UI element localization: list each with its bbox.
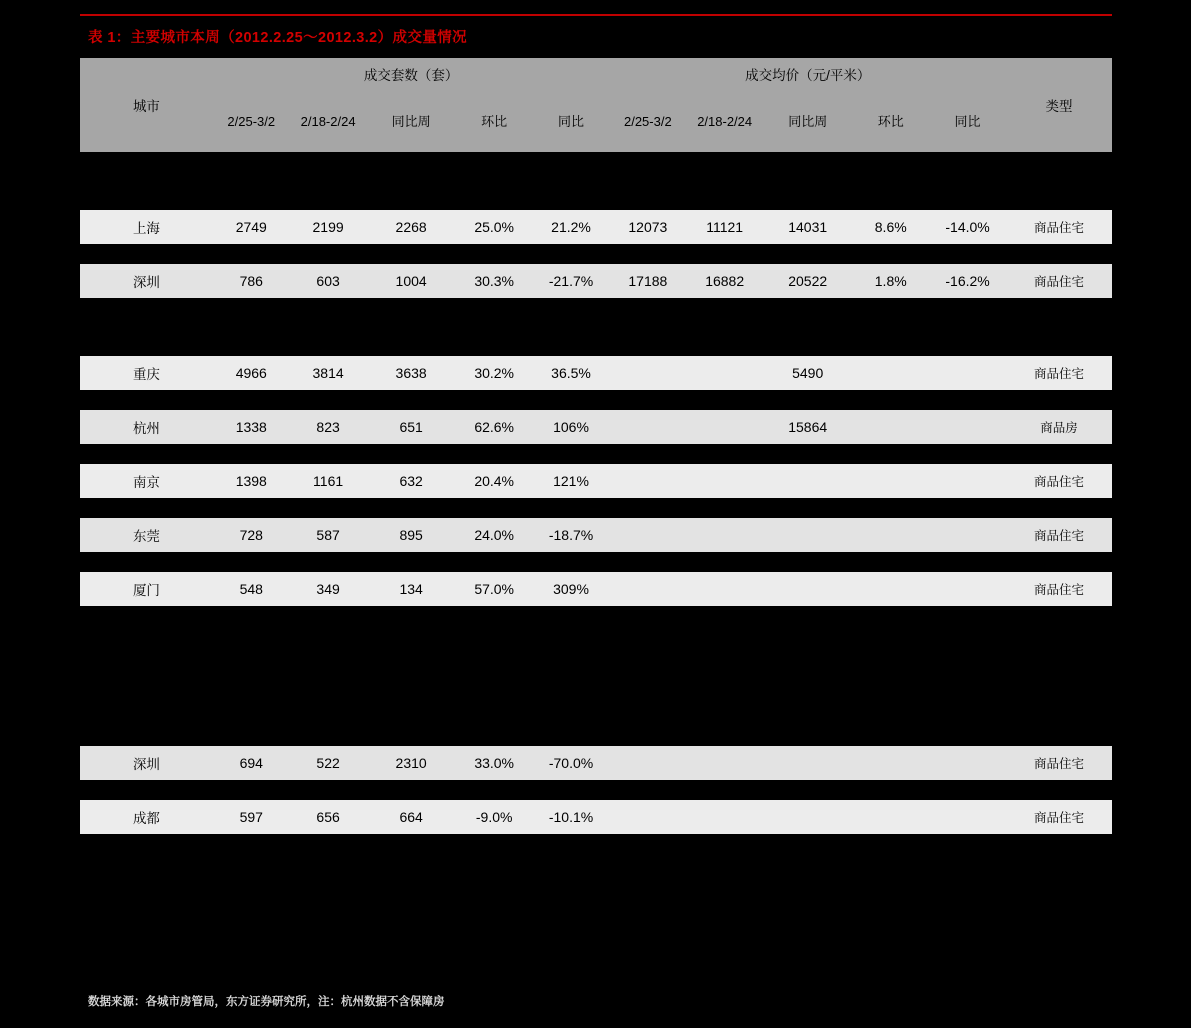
cell-type: 商品住宅 bbox=[1006, 572, 1112, 606]
table-row bbox=[80, 464, 1112, 498]
cell-city: 深圳 bbox=[80, 746, 213, 780]
cell-price-mom bbox=[852, 572, 929, 606]
cell-price-yoy bbox=[929, 356, 1006, 390]
cell-volume-current: 694 bbox=[213, 746, 290, 780]
cell-price-mom bbox=[852, 746, 929, 780]
cell-volume-yoy-week: 3638 bbox=[367, 356, 456, 390]
cell-volume-yoy-week: 2310 bbox=[367, 746, 456, 780]
header-col-price-prev: 2/18-2/24 bbox=[686, 90, 763, 152]
cell-volume-current: 728 bbox=[213, 518, 290, 552]
cell-price-prev: 16882 bbox=[686, 264, 763, 298]
header-col-price-yoy: 同比 bbox=[929, 90, 1006, 152]
header-type: 类型 bbox=[1006, 58, 1112, 152]
cell-volume-yoy: 121% bbox=[533, 464, 610, 498]
cell-price-yoy bbox=[929, 464, 1006, 498]
cell-price-yoy-week bbox=[763, 800, 852, 834]
cell-volume-yoy-week: 651 bbox=[367, 410, 456, 444]
cell-price-current bbox=[609, 356, 686, 390]
cell-price-yoy-week: 14031 bbox=[763, 210, 852, 244]
cell-price-yoy-week: 5490 bbox=[763, 356, 852, 390]
cell-price-current bbox=[609, 746, 686, 780]
cell-volume-mom: 24.0% bbox=[456, 518, 533, 552]
cell-volume-prev: 2199 bbox=[290, 210, 367, 244]
spacer-row bbox=[80, 498, 1112, 518]
cell-type: 商品住宅 bbox=[1006, 800, 1112, 834]
cell-type: 商品住宅 bbox=[1006, 210, 1112, 244]
spacer-row bbox=[80, 298, 1112, 356]
cell-price-prev bbox=[686, 464, 763, 498]
cell-volume-prev: 522 bbox=[290, 746, 367, 780]
cell-volume-mom: 25.0% bbox=[456, 210, 533, 244]
source-footnote: 数据来源：各城市房管局，东方证券研究所，注：杭州数据不含保障房 bbox=[88, 996, 445, 1008]
cell-volume-prev: 656 bbox=[290, 800, 367, 834]
cell-city: 东莞 bbox=[80, 518, 213, 552]
cell-price-yoy-week bbox=[763, 464, 852, 498]
cell-volume-current: 2749 bbox=[213, 210, 290, 244]
header-group-volume: 成交套数（套） bbox=[213, 58, 610, 90]
cell-type: 商品住宅 bbox=[1006, 464, 1112, 498]
cell-price-yoy bbox=[929, 518, 1006, 552]
cell-city: 成都 bbox=[80, 800, 213, 834]
cell-price-mom: 1.8% bbox=[852, 264, 929, 298]
table-row bbox=[80, 572, 1112, 606]
cell-price-prev bbox=[686, 518, 763, 552]
cell-price-yoy bbox=[929, 410, 1006, 444]
cell-city: 厦门 bbox=[80, 572, 213, 606]
cell-volume-prev: 349 bbox=[290, 572, 367, 606]
cell-volume-prev: 603 bbox=[290, 264, 367, 298]
cell-price-current bbox=[609, 800, 686, 834]
cell-volume-yoy: 36.5% bbox=[533, 356, 610, 390]
cell-type: 商品房 bbox=[1006, 410, 1112, 444]
cell-type: 商品住宅 bbox=[1006, 746, 1112, 780]
cell-price-current bbox=[609, 410, 686, 444]
cell-price-yoy-week: 15864 bbox=[763, 410, 852, 444]
cell-price-yoy-week bbox=[763, 518, 852, 552]
cell-volume-mom: -9.0% bbox=[456, 800, 533, 834]
header-col-volume-mom: 环比 bbox=[456, 90, 533, 152]
cell-volume-prev: 3814 bbox=[290, 356, 367, 390]
spacer-row bbox=[80, 780, 1112, 800]
header-group-price: 成交均价（元/平米） bbox=[609, 58, 1006, 90]
cell-price-prev bbox=[686, 800, 763, 834]
cell-price-prev bbox=[686, 410, 763, 444]
cell-volume-yoy: 106% bbox=[533, 410, 610, 444]
cell-price-yoy: -14.0% bbox=[929, 210, 1006, 244]
transaction-table bbox=[80, 58, 1112, 834]
cell-volume-yoy: -18.7% bbox=[533, 518, 610, 552]
cell-price-current bbox=[609, 518, 686, 552]
cell-city: 重庆 bbox=[80, 356, 213, 390]
spacer-row bbox=[80, 444, 1112, 464]
cell-city: 上海 bbox=[80, 210, 213, 244]
cell-volume-yoy-week: 1004 bbox=[367, 264, 456, 298]
header-col-volume-yoy-week: 同比周 bbox=[367, 90, 456, 152]
cell-price-mom bbox=[852, 464, 929, 498]
spacer-row bbox=[80, 552, 1112, 572]
cell-volume-mom: 30.2% bbox=[456, 356, 533, 390]
cell-price-yoy-week bbox=[763, 572, 852, 606]
cell-volume-yoy-week: 895 bbox=[367, 518, 456, 552]
cell-price-yoy bbox=[929, 572, 1006, 606]
table-title: 表 1：主要城市本周（2012.2.25～2012.3.2）成交量情况 bbox=[88, 30, 468, 46]
cell-city: 杭州 bbox=[80, 410, 213, 444]
title-top-rule bbox=[80, 14, 1112, 16]
table-row bbox=[80, 210, 1112, 244]
spacer-row bbox=[80, 390, 1112, 410]
header-col-price-yoy-week: 同比周 bbox=[763, 90, 852, 152]
cell-price-current bbox=[609, 572, 686, 606]
cell-volume-current: 548 bbox=[213, 572, 290, 606]
cell-price-mom bbox=[852, 410, 929, 444]
header-city: 城市 bbox=[80, 58, 213, 152]
table-row bbox=[80, 746, 1112, 780]
cell-volume-mom: 62.6% bbox=[456, 410, 533, 444]
cell-volume-current: 1398 bbox=[213, 464, 290, 498]
header-col-volume-prev: 2/18-2/24 bbox=[290, 90, 367, 152]
cell-price-prev bbox=[686, 356, 763, 390]
cell-volume-yoy-week: 134 bbox=[367, 572, 456, 606]
cell-volume-mom: 20.4% bbox=[456, 464, 533, 498]
cell-volume-yoy: -21.7% bbox=[533, 264, 610, 298]
cell-volume-yoy: 21.2% bbox=[533, 210, 610, 244]
cell-volume-prev: 587 bbox=[290, 518, 367, 552]
spacer-row bbox=[80, 244, 1112, 264]
cell-price-prev: 11121 bbox=[686, 210, 763, 244]
cell-price-current: 12073 bbox=[609, 210, 686, 244]
header-group-row bbox=[80, 58, 1112, 90]
cell-type: 商品住宅 bbox=[1006, 518, 1112, 552]
cell-price-current bbox=[609, 464, 686, 498]
cell-volume-yoy-week: 632 bbox=[367, 464, 456, 498]
cell-volume-current: 1338 bbox=[213, 410, 290, 444]
cell-price-mom: 8.6% bbox=[852, 210, 929, 244]
header-col-volume-yoy: 同比 bbox=[533, 90, 610, 152]
cell-type: 商品住宅 bbox=[1006, 356, 1112, 390]
cell-price-mom bbox=[852, 518, 929, 552]
header-col-price-mom: 环比 bbox=[852, 90, 929, 152]
cell-price-mom bbox=[852, 800, 929, 834]
cell-price-prev bbox=[686, 746, 763, 780]
cell-city: 南京 bbox=[80, 464, 213, 498]
cell-price-prev bbox=[686, 572, 763, 606]
cell-price-current: 17188 bbox=[609, 264, 686, 298]
cell-volume-prev: 1161 bbox=[290, 464, 367, 498]
cell-price-yoy-week: 20522 bbox=[763, 264, 852, 298]
cell-volume-current: 786 bbox=[213, 264, 290, 298]
table-body bbox=[80, 152, 1112, 834]
cell-city: 深圳 bbox=[80, 264, 213, 298]
cell-price-yoy bbox=[929, 800, 1006, 834]
cell-volume-mom: 33.0% bbox=[456, 746, 533, 780]
cell-volume-prev: 823 bbox=[290, 410, 367, 444]
cell-price-yoy bbox=[929, 746, 1006, 780]
header-col-price-current: 2/25-3/2 bbox=[609, 90, 686, 152]
cell-price-yoy-week bbox=[763, 746, 852, 780]
spacer-row bbox=[80, 152, 1112, 210]
cell-volume-current: 597 bbox=[213, 800, 290, 834]
table-row bbox=[80, 518, 1112, 552]
table-header bbox=[80, 58, 1112, 152]
spacer-row bbox=[80, 606, 1112, 746]
cell-volume-mom: 57.0% bbox=[456, 572, 533, 606]
cell-volume-yoy: -70.0% bbox=[533, 746, 610, 780]
table-row bbox=[80, 356, 1112, 390]
cell-type: 商品住宅 bbox=[1006, 264, 1112, 298]
cell-price-yoy: -16.2% bbox=[929, 264, 1006, 298]
header-col-volume-current: 2/25-3/2 bbox=[213, 90, 290, 152]
cell-price-mom bbox=[852, 356, 929, 390]
cell-volume-yoy-week: 2268 bbox=[367, 210, 456, 244]
header-sub-row bbox=[80, 90, 1112, 152]
cell-volume-yoy: -10.1% bbox=[533, 800, 610, 834]
table-row bbox=[80, 264, 1112, 298]
table-row bbox=[80, 800, 1112, 834]
cell-volume-mom: 30.3% bbox=[456, 264, 533, 298]
cell-volume-current: 4966 bbox=[213, 356, 290, 390]
table-row bbox=[80, 410, 1112, 444]
cell-volume-yoy-week: 664 bbox=[367, 800, 456, 834]
cell-volume-yoy: 309% bbox=[533, 572, 610, 606]
